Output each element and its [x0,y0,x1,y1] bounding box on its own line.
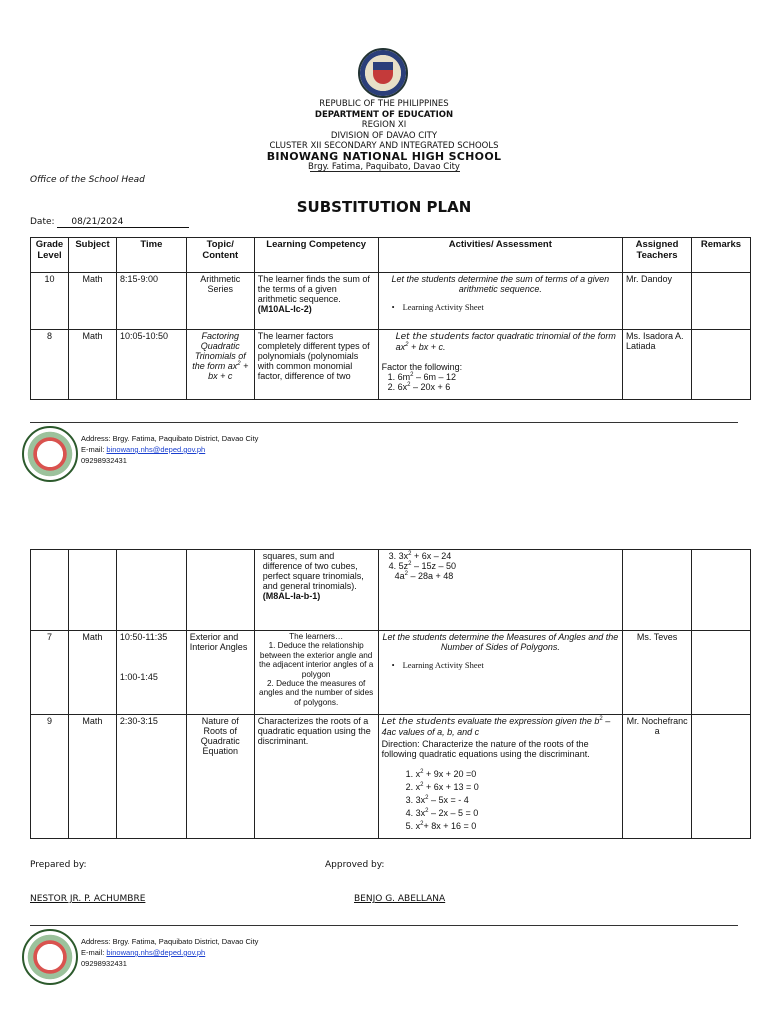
superscript: 2 [405,342,409,348]
school-logo [22,426,78,482]
superscript: 2 [425,795,429,801]
competency-item: 1. Deduce the relationship between the exterior angle and the adjacent interior angles of a polygon [259,641,374,679]
equation-item-a: 5. x [405,821,421,831]
superscript: 2 [408,561,412,567]
footer-contact [81,433,258,466]
grade-cell [31,550,69,631]
time-cell: 8:15-9:00 [116,273,186,330]
letterhead-address: Brgy. Fatima, Paquibato, Davao City [308,162,460,172]
teacher-cell: Ms. Isadora A. Latiada [623,330,692,400]
teacher-cell: Mr. Dandoy [623,273,692,330]
col-grade: Grade Level [31,238,69,273]
header-divider [310,171,460,172]
equation-item-a: 3. 3x [405,795,426,805]
factor-item-a: 2. 6x [387,382,408,392]
activity-body: factor quadratic trinomial of the form [469,331,616,341]
letterhead-school: BINOWANG NATIONAL HIGH SCHOOL [266,149,502,163]
date-label: Date: [30,217,55,227]
factor-item-a: 1. 6m [387,372,411,382]
approved-by-label: Approved by: [325,860,385,870]
email-link[interactable]: binowang.nhs@deped.gov.ph [106,948,206,957]
footer-address: Address: Brgy. Fatima, Paquibato District, Davao City [81,434,259,443]
subject-cell: Math [68,631,116,715]
topic-cell [186,330,254,400]
footer-email-line [81,444,258,455]
equation-item [406,780,620,793]
col-remarks: Remarks [691,238,750,273]
activity-text [382,331,619,352]
factor-item [389,571,620,581]
equation-item-b: + 6x + 13 = 0 [423,782,479,792]
activity-lead: Let the students [381,717,456,727]
letterhead-department: DEPARTMENT OF EDUCATION [314,109,454,120]
activity-formula-a: ax [395,342,406,352]
table-row [31,330,751,400]
footer-email-line [81,947,258,958]
page-title: SUBSTITUTION PLAN [296,198,472,216]
time-slot-1: 10:50-11:35 [119,632,168,642]
email-link[interactable]: binowang.nhs@deped.gov.ph [106,445,206,454]
activity-text: Let the students determine the Measures of Angles and the Number of Sides of Polygons. [382,632,619,652]
activity-formula-a: b [594,716,600,726]
col-competency: Learning Competency [254,238,378,273]
competency-cell [254,550,378,631]
activity-cell [378,715,623,839]
activity-bullet: • Learning Activity Sheet [392,660,620,670]
factor-item-b: – 15z – 50 [411,561,456,571]
remarks-cell [692,631,751,715]
superscript: 2 [420,782,424,788]
superscript: 2 [408,551,412,557]
activity-cell [378,550,623,631]
teacher-cell: Ms. Teves [623,631,692,715]
grade-cell: 10 [31,273,69,330]
substitution-table-continued [30,549,751,839]
factor-item-a: 3. 3x [388,551,409,561]
subject-cell: Math [68,273,116,330]
table-header-row [31,238,751,273]
col-activities: Activities/ Assessment [378,238,622,273]
topic-formula-a: ax [227,361,238,371]
superscript: 2 [237,361,241,367]
table-row [31,631,751,715]
subject-cell: Math [68,715,116,839]
equation-item-a: 1. x [405,769,421,779]
factor-item-b: + 6x – 24 [411,551,452,561]
office-label: Office of the School Head [30,175,145,185]
grade-cell: 9 [31,715,69,839]
topic-text: Factoring Quadratic Trinomials of the form [192,331,246,371]
factor-item [389,561,620,571]
factor-item [382,372,619,382]
equation-item-a: 4. 3x [405,808,426,818]
grade-cell: 8 [31,330,69,400]
competency-cell: Characterizes the roots of a quadratic equation using the discriminant. [254,715,378,839]
col-teachers: Assigned Teachers [623,238,692,273]
substitution-table [30,237,751,400]
prepared-by-name: NESTOR JR. P. ACHUMBRE [30,894,146,904]
topic-cell [186,550,254,631]
date-line [30,217,189,228]
superscript: 2 [410,372,414,378]
activity-text: Let the students determine the sum of terms of a given arithmetic sequence. [391,274,610,294]
remarks-cell [692,550,751,631]
time-cell: 2:30-3:15 [116,715,186,839]
time-cell [116,631,186,715]
superscript: 2 [420,821,424,827]
equation-item-b: – 2x – 5 = 0 [428,808,479,818]
letterhead-country: REPUBLIC OF THE PHILIPPINES [319,99,449,109]
topic-cell: Exterior and Interior Angles [186,631,254,715]
equation-list [382,767,620,832]
superscript: 2 [599,716,603,722]
topic-cell: Nature of Roots of Quadratic Equation [186,715,254,839]
competency-cell [254,631,378,715]
competency-cell: The learner factors completely different types of polynomials (polynomials with common monomial factor, difference of two [254,330,378,400]
factor-item-b: – 6m – 12 [413,372,456,382]
activity-text [382,716,620,737]
footer-email-label: E-mail: [81,445,107,454]
equation-item [406,819,620,832]
col-topic: Topic/ Content [186,238,254,273]
superscript: 2 [404,571,408,577]
activity-bullet: • Learning Activity Sheet [392,302,619,312]
activity-formula-b: + bx + c. [408,342,446,352]
footer-phone: 09298932431 [81,959,127,968]
superscript: 2 [425,808,429,814]
letterhead-region: REGION XI [361,120,407,130]
activity-formula-b: – 4ac values of a, b, and c [381,716,611,737]
activity-direction: Direction: Characterize the nature of the roots of the following quadratic equations using the discriminant. [381,739,590,759]
activity-cell [378,330,622,400]
table-row [31,273,751,330]
col-subject: Subject [68,238,116,273]
competency-text: squares, sum and difference of two cubes, perfect square trinomials, and general trinomials). [262,551,364,591]
equation-item-b: – 5x = - 4 [428,795,469,805]
time-slot-2: 1:00-1:45 [119,672,158,682]
footer-phone: 09298932431 [81,456,127,465]
time-cell [116,550,186,631]
approved-by-name: BENJO G. ABELLANA [354,894,446,904]
activity-body: evaluate the expression given the [455,716,595,726]
equation-item-b: + 8x + 16 = 0 [423,821,477,831]
letterhead-division: DIVISION OF DAVAO CITY [330,130,438,141]
equation-item [406,793,620,806]
footer-divider [30,925,738,926]
topic-formula-b: + bx + c [208,361,249,381]
factor-item-b: – 28a + 48 [407,571,454,581]
superscript: 2 [407,382,411,388]
footer-contact [81,936,258,969]
subject-cell [68,550,116,631]
letterhead-cluster: CLUSTER XII SECONDARY AND INTEGRATED SCHOOLS [269,141,499,151]
date-value: 08/21/2024 [57,217,189,228]
equation-item [406,806,620,819]
factor-label: Factor the following: [381,362,463,372]
competency-code: (M8AL-Ia-b-1) [262,591,321,601]
factor-item-b: – 20x + 6 [410,382,451,392]
factor-item [382,382,619,392]
footer-email-label: E-mail: [81,948,107,957]
activity-cell [378,273,622,330]
equation-item [406,767,620,780]
deped-seal [358,48,408,98]
time-cell: 10:05-10:50 [116,330,186,400]
prepared-by-label: Prepared by: [30,860,87,870]
teacher-cell: Mr. Nochefranca [623,715,692,839]
factor-item [389,551,620,561]
factor-item-a: 4. 5z [388,561,409,571]
factor-item-a: 4a [394,571,405,581]
footer-address: Address: Brgy. Fatima, Paquibato District, Davao City [81,937,259,946]
footer-divider [30,422,738,423]
grade-cell: 7 [31,631,69,715]
remarks-cell [692,715,751,839]
equation-item-a: 2. x [405,782,421,792]
letterhead [0,99,768,173]
competency-cell [254,273,378,330]
table-row [31,715,751,839]
col-time: Time [116,238,186,273]
teacher-cell [623,550,692,631]
table-row [31,550,751,631]
competency-text: The learner finds the sum of the terms of a given arithmetic sequence. [257,274,370,304]
competency-code: (M10AL-Ic-2) [257,304,312,314]
activity-lead: Let the students [395,332,470,342]
activity-cell [378,631,623,715]
competency-title: The learners… [289,632,344,641]
equation-item-b: + 9x + 20 =0 [423,769,477,779]
subject-cell: Math [68,330,116,400]
school-logo [22,929,78,985]
topic-cell: Arithmetic Series [186,273,254,330]
remarks-cell [691,330,750,400]
competency-item: 2. Deduce the measures of angles and the number of sides of polygons. [259,679,374,707]
remarks-cell [691,273,750,330]
superscript: 2 [420,769,424,775]
